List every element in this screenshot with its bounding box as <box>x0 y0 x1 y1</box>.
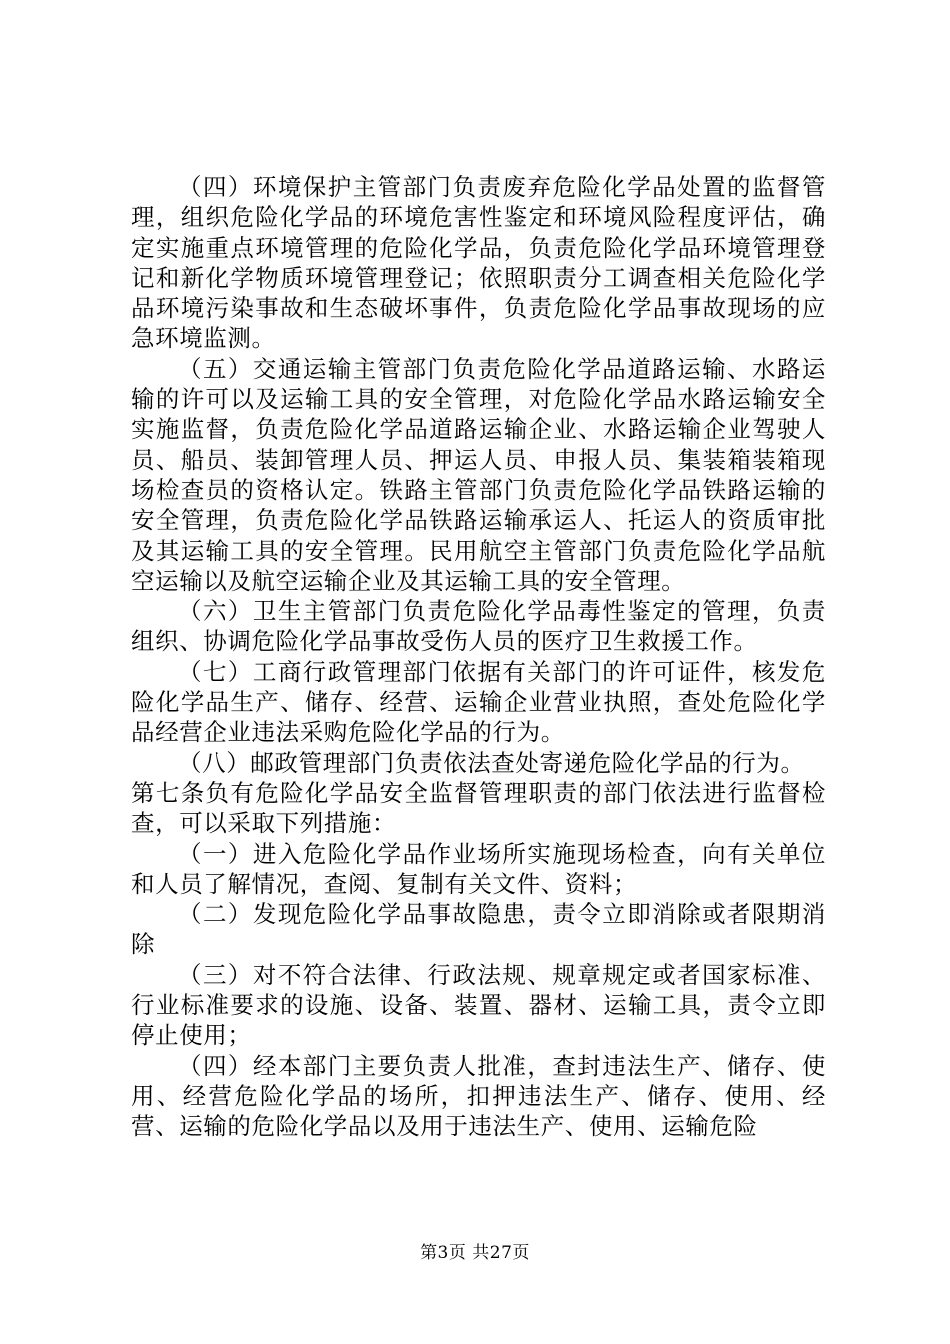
document-body <box>131 172 826 1142</box>
paragraph-transport: （五）交通运输主管部门负责危险化学品道路运输、水路运输的许可以及运输工具的安全管理，对危险化学品水路运输安全实施监督，负责危险化学品道路运输企业、水路运输企业驾驶人员、船员、装卸管理人员、押运人员、申报人员、集装箱装箱现场检查员的资格认定。铁路主管部门负责危险化学品铁路运输的安全管理，负责危险化学品铁路运输承运人、托运人的资质审批及其运输工具的安全管理。民用航空主管部门负责危险化学品航空运输以及航空运输企业及其运输工具的安全管理。 <box>131 354 826 595</box>
paragraph-measure-two: （二）发现危险化学品事故隐患，责令立即消除或者限期消除 <box>131 900 826 959</box>
paragraph-article-seven: 第七条负有危险化学品安全监督管理职责的部门依法进行监督检查，可以采取下列措施： <box>131 778 826 838</box>
paragraph-measure-four: （四）经本部门主要负责人批准，查封违法生产、储存、使用、经营危险化学品的场所，扣押违法生产、储存、使用、经营、运输的危险化学品以及用于违法生产、使用、运输危险 <box>131 1051 826 1141</box>
paragraph-measure-one: （一）进入危险化学品作业场所实施现场检查，向有关单位和人员了解情况，查阅、复制有关文件、资料； <box>131 839 826 898</box>
paragraph-postal: （八）邮政管理部门负责依法查处寄递危险化学品的行为。 <box>178 748 805 777</box>
paragraph-environment-protection: （四）环境保护主管部门负责废弃危险化学品处置的监督管理，组织危险化学品的环境危害性鉴定和环境风险程度评估，确定实施重点环境管理的危险化学品，负责危险化学品环境管理登记和新化学物质环境管理登记；依照职责分工调查相关危险化学品环境污染事故和生态破坏事件，负责危险化学品事故现场的应急环境监测。 <box>131 173 826 353</box>
paragraph-measure-three: （三）对不符合法律、行政法规、规章规定或者国家标准、行业标准要求的设施、设备、装置、器材、运输工具，责令立即停止使用； <box>131 960 826 1050</box>
paragraph-health: （六）卫生主管部门负责危险化学品毒性鉴定的管理，负责组织、协调危险化学品事故受伤人员的医疗卫生救援工作。 <box>131 597 826 656</box>
page-footer <box>0 1242 950 1264</box>
paragraph-industry-commerce: （七）工商行政管理部门依据有关部门的许可证件，核发危险化学品生产、储存、经营、运输企业营业执照，查处危险化学品经营企业违法采购危险化学品的行为。 <box>131 657 826 747</box>
page-indicator: 第3页 共27页 <box>420 1243 530 1263</box>
